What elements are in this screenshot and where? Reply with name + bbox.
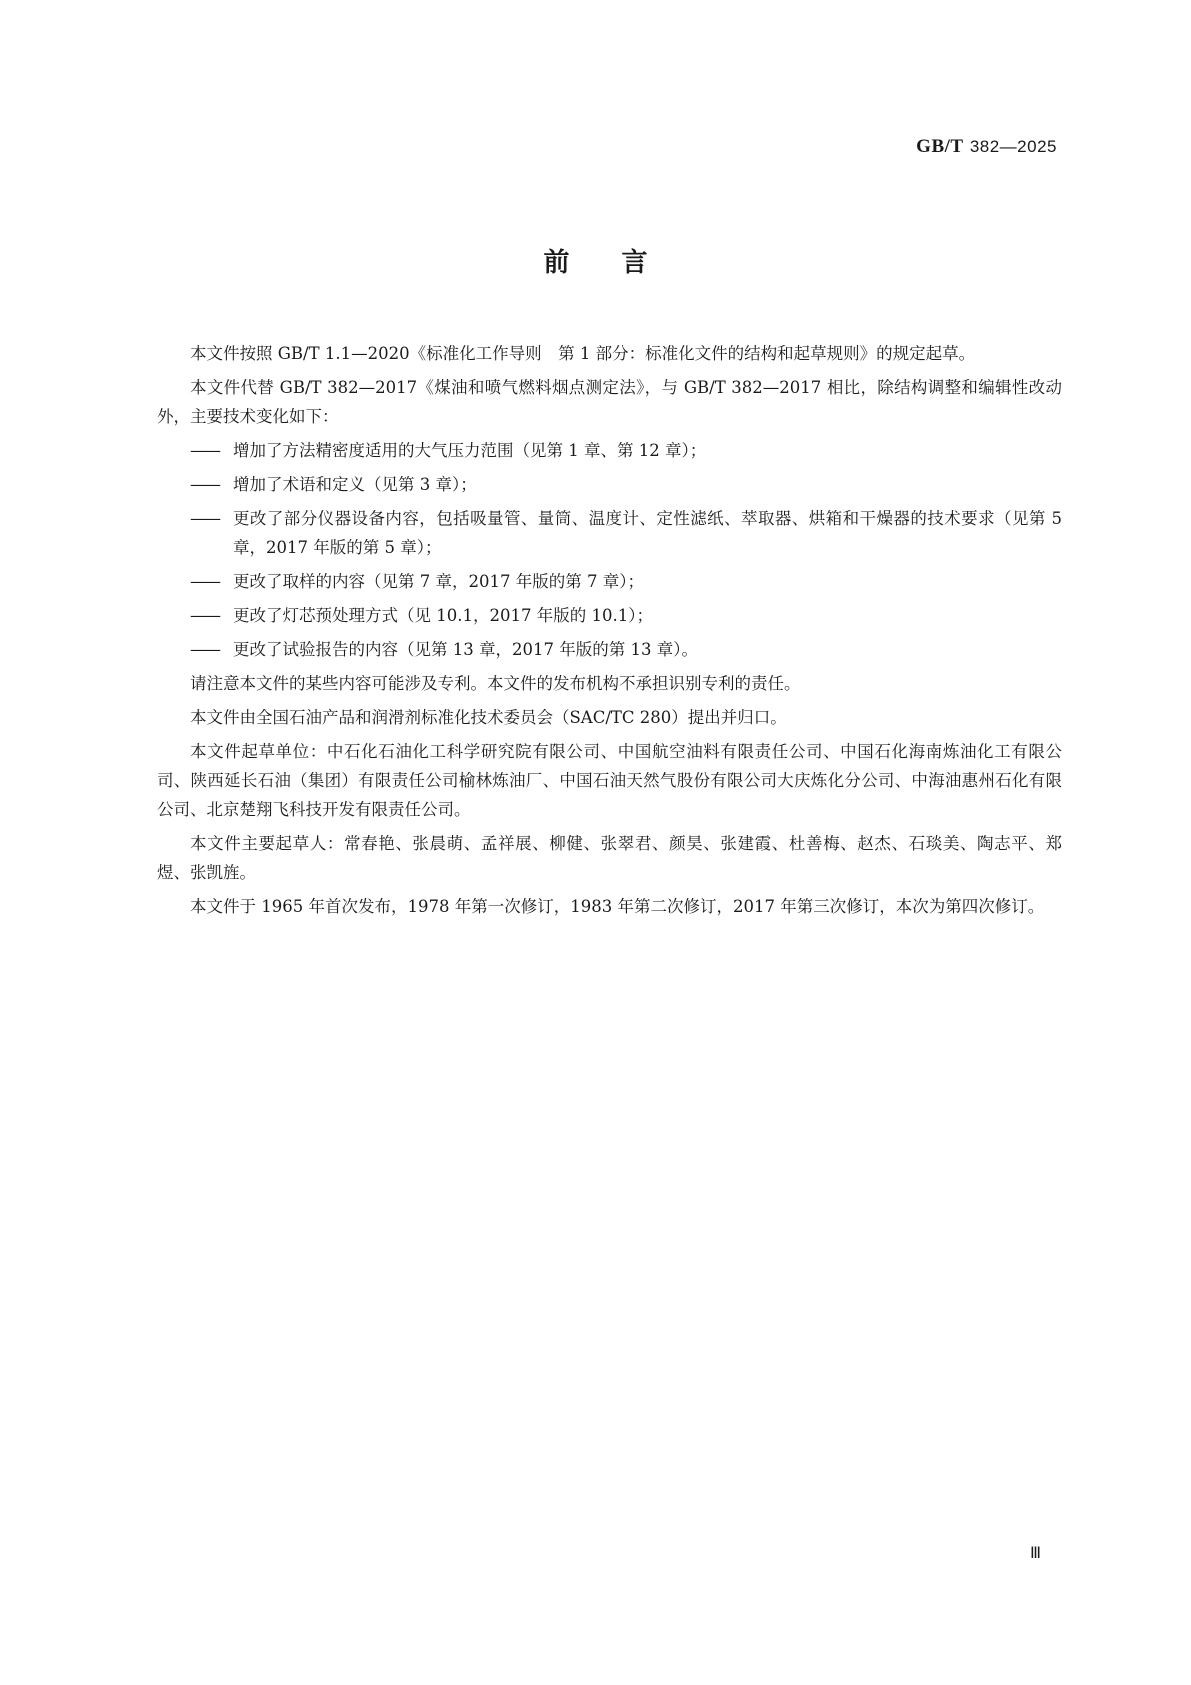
paragraph-drafting-units: 本文件起草单位：中石化石油化工科学研究院有限公司、中国航空油料有限责任公司、中国石化海南炼油化工有限公司、陕西延长石油（集团）有限责任公司榆林炼油厂、中国石油天然气股份有限公司大庆炼化分公司、中海油惠州石化有限公司、北京楚翔飞科技开发有限责任公司。: [157, 742, 1062, 819]
change-item: [157, 504, 1062, 562]
change-item: [157, 436, 1062, 465]
page-title: 前言: [543, 248, 700, 278]
paragraph-patent-notice: 请注意本文件的某些内容可能涉及专利。本文件的发布机构不承担识别专利的责任。: [190, 674, 801, 693]
dash-marker: ——: [190, 640, 219, 659]
dash-marker: ——: [190, 441, 219, 460]
change-text: 更改了取样的内容（见第 7 章，2017 年版的第 7 章）；: [233, 572, 644, 591]
change-text: 更改了部分仪器设备内容，包括吸量管、量筒、温度计、定性滤纸、萃取器、烘箱和干燥器的技术要求（见第 5 章，2017 年版的第 5 章）；: [233, 509, 1062, 557]
change-text: 更改了灯芯预处理方式（见 10.1，2017 年版的 10.1）；: [233, 606, 653, 625]
paragraph-replacement: 本文件代替 GB/T 382—2017《煤油和喷气燃料烟点测定法》，与 GB/T 382—2017 相比，除结构调整和编辑性改动外，主要技术变化如下：: [157, 378, 1062, 426]
paragraph-drafting-rules: 本文件按照 GB/T 1.1—2020《标准化工作导则 第 1 部分：标准化文件的结构和起草规则》的规定起草。: [190, 344, 976, 363]
change-item: [157, 601, 1062, 630]
dash-marker: ——: [190, 572, 219, 591]
dash-marker: ——: [190, 606, 219, 625]
change-text: 更改了试验报告的内容（见第 13 章，2017 年版的第 13 章）。: [233, 640, 698, 659]
standard-number-header: [916, 136, 1057, 158]
dash-marker: ——: [190, 475, 219, 494]
paragraph-drafters: 本文件主要起草人：常春艳、张晨萌、孟祥展、柳健、张翠君、颜昊、张建霞、杜善梅、赵杰、石琰美、陶志平、郑煜、张凯旌。: [157, 834, 1062, 882]
paragraph-committee: 本文件由全国石油产品和润滑剂标准化技术委员会（SAC/TC 280）提出并归口。: [190, 708, 787, 727]
change-text: 增加了术语和定义（见第 3 章）；: [233, 475, 477, 494]
dash-marker: ——: [190, 509, 219, 528]
standard-code: 382—2025: [969, 137, 1057, 156]
paragraph-history: 本文件于 1965 年首次发布，1978 年第一次修订，1983 年第二次修订，2017 年第三次修订，本次为第四次修订。: [190, 897, 1045, 916]
change-item: [157, 470, 1062, 499]
change-text: 增加了方法精密度适用的大气压力范围（见第 1 章、第 12 章）；: [233, 441, 707, 460]
change-item: [157, 635, 1062, 664]
page-number: Ⅲ: [1030, 1545, 1042, 1562]
standard-prefix: GB/T: [916, 136, 964, 157]
foreword-body: [157, 339, 1062, 926]
change-item: [157, 567, 1062, 596]
